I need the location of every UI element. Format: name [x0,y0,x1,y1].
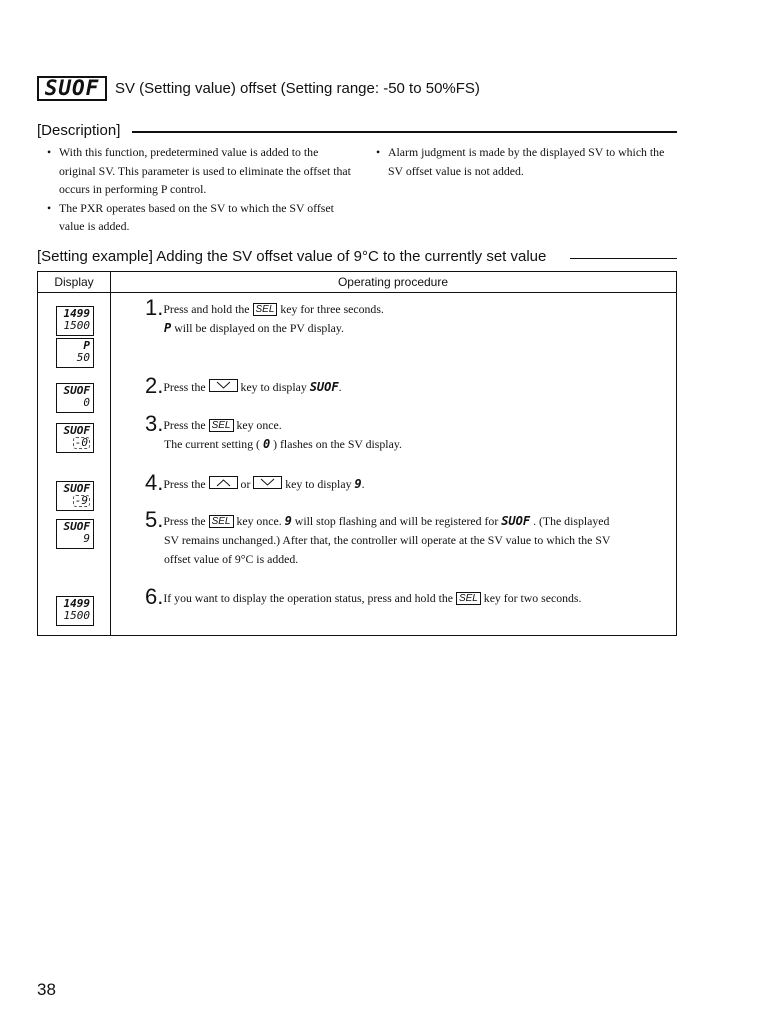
lcd-pv-value: SUOF [63,384,90,397]
step-text: SV remains unchanged.) After that, the controller will operate at the SV value to which the SV [164,533,611,547]
lcd-display [56,306,94,336]
down-key-icon [253,476,282,489]
description-heading [37,122,677,140]
description-item: • The PXR operates based on the SV to which the SV offset value is added. [47,199,352,236]
step-text: will stop flashing and will be registered for [294,514,499,528]
description-item: • Alarm judgment is made by the displayed SV to which the SV offset value is not added. [376,143,681,180]
step-text: If you want to display the operation status, press and hold the [163,591,453,605]
step-number: 4. [145,470,164,495]
segment-display-text: 9 [354,477,362,491]
step-2 [145,373,342,398]
display-column-header: Display [54,275,94,289]
step-text: ) flashes on the SV display. [273,437,402,451]
step-5 [145,507,611,569]
segment-display-text: SUOF [309,380,339,394]
sel-key-icon: SEL [253,303,278,316]
step-text: Press the [163,514,206,528]
step-text: Press and hold the [163,302,250,316]
procedure-column-header: Operating procedure [337,275,449,289]
lcd-pv-value: SUOF [63,424,90,437]
lcd-pv-value: SUOF [63,520,90,533]
segment-display-text: 0 [262,437,271,451]
segment-display-text: 9 [284,514,292,528]
description-item: • With this function, predetermined value is added to the original SV. This parameter is used to eliminate the offset that occurs in performing P control. [47,143,352,199]
lcd-pv-value: 1499 [63,597,90,610]
lcd-sv-value: 0 [83,396,90,409]
flashing-value: -0 [74,436,88,449]
heading-rule [132,131,677,133]
step-4 [145,470,365,495]
description-label: [Description] [37,122,128,139]
lcd-pv-value: P [83,339,90,352]
step-text: key once. [236,514,282,528]
step-number: 5. [145,507,164,532]
segment-display-text: SUOF [501,514,531,528]
step-text: will be displayed on the PV display. [174,321,344,335]
heading-rule [570,258,677,259]
step-text: The current setting ( [164,437,260,451]
lcd-display [56,423,94,453]
page-number: 38 [37,980,56,999]
setting-example-heading [37,248,677,268]
step-text: . (The displayed [533,514,610,528]
step-text: . [361,477,365,491]
step-text: key to display [285,477,352,491]
parameter-title [37,76,677,104]
step-text: or [240,477,251,491]
step-number: 3. [145,411,164,436]
parameter-title-text: SV (Setting value) offset (Setting range: -50 to 50%FS) [115,80,480,97]
lcd-display [56,596,94,626]
flashing-value: -9 [74,494,88,507]
up-key-icon [209,476,238,489]
step-text: key once. [236,418,282,432]
sel-key-icon: SEL [456,592,481,605]
lcd-display [56,481,94,511]
lcd-sv-value: 50 [76,351,90,364]
step-text: Press the [163,418,206,432]
setting-example-label: [Setting example] Adding the SV offset value of 9°C to the currently set value [37,248,547,265]
lcd-display [56,383,94,413]
step-text: . [338,380,342,394]
step-number: 6. [145,584,164,609]
column-divider [110,272,111,635]
lcd-display [56,338,94,368]
description-right-column [376,143,681,180]
sel-key-icon: SEL [209,515,234,528]
step-text: Press the [163,477,206,491]
lcd-sv-value: 9 [83,532,90,545]
lcd-sv-value: 1500 [63,319,90,332]
segment-display-text: P [164,321,172,335]
step-6 [145,584,582,609]
step-number: 1. [145,295,164,320]
step-text: key for three seconds. [280,302,384,316]
lcd-pv-value: SUOF [63,482,90,495]
step-text: key for two seconds. [483,591,582,605]
step-number: 2. [145,373,164,398]
step-1 [145,295,384,338]
sel-key-icon: SEL [209,419,234,432]
step-text: key to display [240,380,307,394]
down-key-icon [209,379,238,392]
description-left-column [47,143,352,236]
step-3 [145,411,402,454]
lcd-display [56,519,94,549]
lcd-pv-value: 1499 [63,307,90,320]
lcd-sv-value: 1500 [63,609,90,622]
parameter-code-badge: SUOF [37,76,107,101]
step-text: offset value of 9°C is added. [164,552,299,566]
header-divider [38,292,676,293]
step-text: Press the [163,380,206,394]
